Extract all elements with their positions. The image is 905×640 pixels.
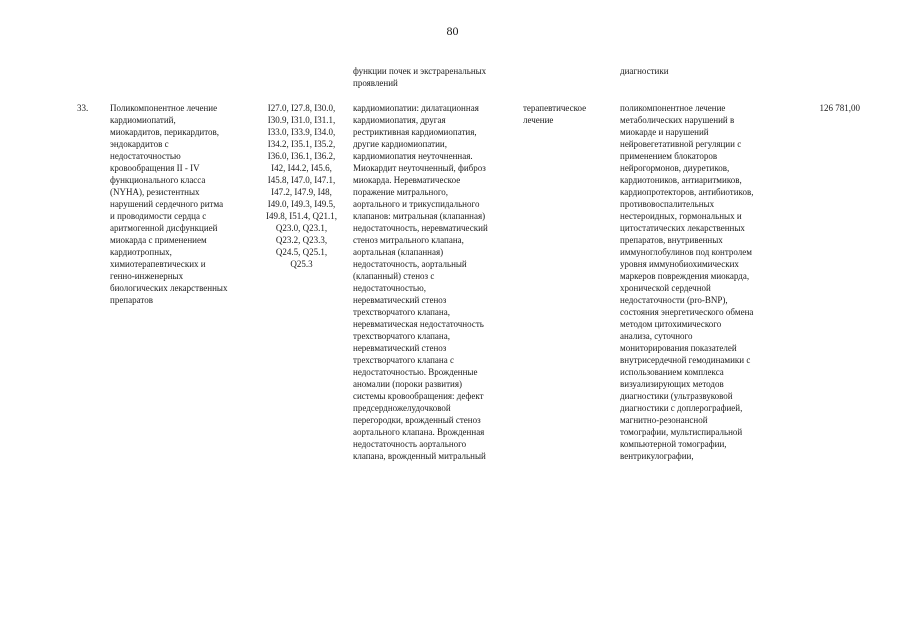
text-line: применением блокаторов: [620, 151, 718, 161]
text-line: кардиомиопатия, другая: [353, 115, 446, 125]
text-line: недостаточности (pro-BNP),: [620, 295, 728, 305]
row-number: 33.: [77, 103, 89, 113]
text-line: компьютерной томографии,: [620, 439, 727, 449]
text-line: I49.0, I49.3, I49.5,: [267, 199, 336, 209]
cost-cell: 126 781,00: [819, 103, 860, 113]
text-line: маркеров повреждения миокарда,: [620, 271, 750, 281]
text-line: I45.8, I47.0, I47.1,: [267, 175, 336, 185]
text-line: лечение: [523, 115, 554, 125]
text-line: биологических лекарственных: [110, 283, 228, 293]
text-line: мониторирования показателей: [620, 343, 737, 353]
text-line: метаболических нарушений в: [620, 115, 735, 125]
text-line: Поликомпонентное лечение: [110, 103, 218, 113]
text-line: томографии, мультиспиральной: [620, 427, 743, 437]
text-line: диагностики: [620, 66, 669, 76]
text-line: миокарда. Неревматическое: [353, 175, 461, 185]
text-line: препаратов, внутривенных: [620, 235, 723, 245]
text-line: неревматический стеноз: [353, 343, 447, 353]
text-line: рестриктивная кардиомиопатия,: [353, 127, 477, 137]
text-line: генно-инженерных: [110, 271, 184, 281]
text-line: (клапанный) стеноз с: [353, 271, 435, 281]
text-line: химиотерапевтических и: [110, 259, 206, 269]
text-line: I34.2, I35.1, I35.2,: [267, 139, 336, 149]
text-line: нестероидных, гормональных и: [620, 211, 742, 221]
text-line: нейрогормонов, диуретиков,: [620, 163, 730, 173]
text-line: анализа, суточного: [620, 331, 693, 341]
text-line: хронической сердечной: [620, 283, 711, 293]
cont-method-cell: [620, 65, 669, 77]
icd-codes-cell: [258, 102, 345, 270]
text-line: Q23.0, Q23.1,: [275, 223, 328, 233]
text-line: недостаточностью: [110, 151, 181, 161]
text-line: аномалии (пороки развития): [353, 379, 462, 389]
text-line: кардиотропных,: [110, 247, 172, 257]
text-line: цитостатических лекарственных: [620, 223, 745, 233]
text-line: I33.0, I33.9, I34.0,: [267, 127, 336, 137]
text-line: Q24.5, Q25.1,: [275, 247, 328, 257]
text-line: Q23.2, Q23.3,: [275, 235, 328, 245]
text-line: I27.0, I27.8, I30.0,: [267, 103, 336, 113]
text-line: миокардитов, перикардитов,: [110, 127, 220, 137]
text-line: I42, I44.2, I45.6,: [271, 163, 332, 173]
text-line: кардиомиопатии: дилатационная: [353, 103, 479, 113]
text-line: кровообращения II - IV: [110, 163, 200, 173]
text-line: аортальная (клапанная): [353, 247, 444, 257]
text-line: уровня иммунобиохимических: [620, 259, 739, 269]
text-line: аритмогенной дисфункцией: [110, 223, 218, 233]
text-line: нейровегетативной регуляции с: [620, 139, 742, 149]
text-line: системы кровообращения: дефект: [353, 391, 484, 401]
text-line: препаратов: [110, 295, 153, 305]
text-line: I49.8, I51.4, Q21.1,: [266, 211, 337, 221]
text-line: клапана, врожденный митральный: [353, 451, 486, 461]
text-line: внутрисердечной гемодинамики с: [620, 355, 751, 365]
text-line: перегородки, врожденный стеноз: [353, 415, 481, 425]
text-line: функционального класса: [110, 175, 206, 185]
text-line: недостаточность аортального: [353, 439, 467, 449]
text-line: и проводимости сердца с: [110, 211, 207, 221]
text-line: неревматическая недостаточность: [353, 319, 484, 329]
text-line: кардиотоников, антиаритмиков,: [620, 175, 742, 185]
diagnosis-cell: [353, 102, 488, 462]
treatment-name-cell: [110, 102, 227, 306]
text-line: миокарда с применением: [110, 235, 207, 245]
text-line: функции почек и экстраренальных: [353, 66, 487, 76]
text-line: недостаточностью,: [353, 283, 426, 293]
text-line: терапевтическое: [523, 103, 587, 113]
text-line: (NYHA), резистентных: [110, 187, 200, 197]
text-line: I36.0, I36.1, I36.2,: [267, 151, 336, 161]
text-line: диагностики (ультразвуковой: [620, 391, 733, 401]
treatment-type-cell: [523, 102, 586, 126]
text-line: эндокардитов с: [110, 139, 169, 149]
text-line: проявлений: [353, 78, 398, 88]
text-line: другие кардиомиопатии,: [353, 139, 447, 149]
text-line: Миокардит неуточненный, фиброз: [353, 163, 486, 173]
page-number: 80: [446, 24, 459, 38]
text-line: вентрикулографии,: [620, 451, 694, 461]
text-line: трехстворчатого клапана с: [353, 355, 454, 365]
text-line: кардиомиопатий,: [110, 115, 176, 125]
text-line: магнитно-резонансной: [620, 415, 708, 425]
text-line: диагностики с доплерографией,: [620, 403, 743, 413]
text-line: неревматический стеноз: [353, 295, 447, 305]
text-line: кардиопротекторов, антибиотиков,: [620, 187, 754, 197]
text-line: недостаточность, аортальный: [353, 259, 467, 269]
text-line: визуализирующих методов: [620, 379, 724, 389]
text-line: трехстворчатого клапана,: [353, 307, 450, 317]
text-line: нарушений сердечного ритма: [110, 199, 224, 209]
text-line: аортального клапана. Врожденная: [353, 427, 485, 437]
text-line: недостаточность, неревматический: [353, 223, 488, 233]
text-line: противовоспалительных: [620, 199, 715, 209]
method-cell: [620, 102, 753, 462]
text-line: методом цитохимического: [620, 319, 722, 329]
text-line: клапанов: митральная (клапанная): [353, 211, 486, 221]
text-line: предсердножелудочковой: [353, 403, 451, 413]
text-line: состояния энергетического обмена: [620, 307, 754, 317]
text-line: миокарде и нарушений: [620, 127, 709, 137]
cont-diagnosis-cell: [353, 65, 486, 89]
text-line: поликомпонентное лечение: [620, 103, 726, 113]
text-line: иммуноглобулинов под контролем: [620, 247, 752, 257]
text-line: использованием комплекса: [620, 367, 724, 377]
text-line: Q25.3: [290, 259, 313, 269]
text-line: недостаточностью. Врожденные: [353, 367, 478, 377]
text-line: трехстворчатого клапана,: [353, 331, 450, 341]
text-line: I47.2, I47.9, I48,: [271, 187, 332, 197]
text-line: кардиомиопатия неуточненная.: [353, 151, 473, 161]
text-line: I30.9, I31.0, I31.1,: [267, 115, 336, 125]
text-line: стеноз митрального клапана,: [353, 235, 464, 245]
text-line: поражение митрального,: [353, 187, 449, 197]
text-line: аортального и трикуспидального: [353, 199, 480, 209]
